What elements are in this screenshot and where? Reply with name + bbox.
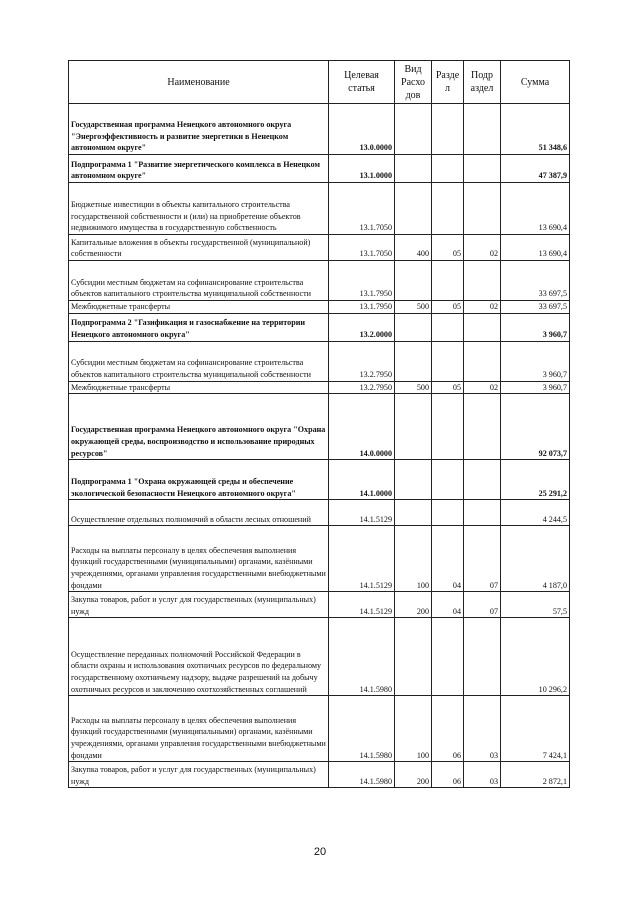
table-row [69, 104, 570, 155]
cell-sum: 4 244,5 [501, 500, 570, 526]
table-row [69, 460, 570, 500]
budget-table [68, 60, 570, 788]
cell-target-article: 14.1.5129 [329, 526, 395, 592]
cell-target-article: 14.1.5129 [329, 500, 395, 526]
cell-expense-type: 500 [395, 301, 432, 314]
cell-sum: 51 348,6 [501, 104, 570, 155]
header-subsection: Подр аздел [464, 61, 501, 104]
header-sum: Сумма [501, 61, 570, 104]
cell-subsection [464, 261, 501, 301]
table-row [69, 155, 570, 183]
cell-target-article: 14.1.5980 [329, 696, 395, 762]
cell-section [432, 500, 464, 526]
cell-expense-type: 100 [395, 696, 432, 762]
cell-expense-type [395, 155, 432, 183]
header-section: Разде л [432, 61, 464, 104]
cell-subsection: 03 [464, 696, 501, 762]
cell-subsection [464, 313, 501, 341]
cell-name: Субсидии местным бюджетам на софинансирование строительства объектов капитального строительства муниципальной собственности [69, 261, 329, 301]
cell-expense-type [395, 500, 432, 526]
cell-subsection [464, 183, 501, 235]
table-row [69, 261, 570, 301]
header-target-article: Целевая статья [329, 61, 395, 104]
cell-expense-type [395, 104, 432, 155]
cell-name: Субсидии местным бюджетам на софинансирование строительства объектов капитального строительства муниципальной собственности [69, 341, 329, 381]
cell-section [432, 394, 464, 460]
cell-expense-type [395, 183, 432, 235]
cell-subsection [464, 104, 501, 155]
cell-sum: 33 697,5 [501, 261, 570, 301]
cell-expense-type [395, 460, 432, 500]
header-name: Наименование [69, 61, 329, 104]
table-row [69, 762, 570, 788]
cell-subsection [464, 155, 501, 183]
cell-target-article: 13.1.7950 [329, 261, 395, 301]
cell-sum: 10 296,2 [501, 618, 570, 696]
cell-target-article: 13.1.0000 [329, 155, 395, 183]
cell-subsection [464, 394, 501, 460]
table-row [69, 341, 570, 381]
cell-sum: 47 387,9 [501, 155, 570, 183]
cell-subsection: 02 [464, 381, 501, 394]
cell-name: Государственная программа Ненецкого автономного округа "Энергоэффективность и развитие энергетики в Ненецком автономном округе" [69, 104, 329, 155]
cell-subsection [464, 618, 501, 696]
cell-target-article: 13.1.7050 [329, 235, 395, 261]
cell-target-article: 14.1.5980 [329, 618, 395, 696]
cell-expense-type: 200 [395, 762, 432, 788]
cell-section [432, 155, 464, 183]
cell-name: Закупка товаров, работ и услуг для государственных (муниципальных) нужд [69, 592, 329, 618]
table-row [69, 618, 570, 696]
cell-name: Бюджетные инвестиции в объекты капитального строительства государственной собственности и (или) на приобретение объектов недвижимого имущества в государственную собственность [69, 183, 329, 235]
table-row [69, 394, 570, 460]
table-row [69, 313, 570, 341]
cell-name: Подпрограмма 2 "Газификация и газоснабжение на территории Ненецкого автономного округа" [69, 313, 329, 341]
table-row [69, 301, 570, 314]
cell-expense-type: 400 [395, 235, 432, 261]
cell-sum: 4 187,0 [501, 526, 570, 592]
cell-subsection: 07 [464, 592, 501, 618]
cell-sum: 25 291,2 [501, 460, 570, 500]
cell-section [432, 261, 464, 301]
cell-section [432, 341, 464, 381]
table-header-row [69, 61, 570, 104]
cell-expense-type: 500 [395, 381, 432, 394]
cell-expense-type: 100 [395, 526, 432, 592]
table-row [69, 500, 570, 526]
cell-sum: 92 073,7 [501, 394, 570, 460]
table-row [69, 526, 570, 592]
cell-section: 05 [432, 381, 464, 394]
header-expense-type: Вид Расхо дов [395, 61, 432, 104]
cell-name: Закупка товаров, работ и услуг для государственных (муниципальных) нужд [69, 762, 329, 788]
cell-section: 06 [432, 696, 464, 762]
cell-section: 06 [432, 762, 464, 788]
table-body [69, 104, 570, 788]
cell-section [432, 183, 464, 235]
cell-section [432, 618, 464, 696]
cell-sum: 2 872,1 [501, 762, 570, 788]
cell-target-article: 14.1.5129 [329, 592, 395, 618]
cell-target-article: 13.2.0000 [329, 313, 395, 341]
cell-subsection: 02 [464, 235, 501, 261]
cell-target-article: 13.2.7950 [329, 381, 395, 394]
cell-section [432, 460, 464, 500]
cell-target-article: 13.1.7950 [329, 301, 395, 314]
cell-name: Осуществление переданных полномочий Российской Федерации в области охраны и использования охотничьих ресурсов по федеральному государственному охотничьему надзору, выдаче разрешений на добычу охотничьих ресурсов и заключению охотхозяйственных соглашений [69, 618, 329, 696]
cell-expense-type [395, 394, 432, 460]
cell-subsection: 03 [464, 762, 501, 788]
cell-target-article: 13.2.7950 [329, 341, 395, 381]
cell-target-article: 14.1.5980 [329, 762, 395, 788]
cell-section: 05 [432, 235, 464, 261]
cell-section [432, 313, 464, 341]
cell-name: Капитальные вложения в объекты государственной (муниципальной) собственности [69, 235, 329, 261]
cell-name: Межбюджетные трансферты [69, 381, 329, 394]
cell-sum: 57,5 [501, 592, 570, 618]
cell-name: Подпрограмма 1 "Охрана окружающей среды и обеспечение экологической безопасности Ненецкого автономного округа" [69, 460, 329, 500]
cell-target-article: 14.0.0000 [329, 394, 395, 460]
cell-subsection [464, 460, 501, 500]
cell-target-article: 13.1.7050 [329, 183, 395, 235]
table-row [69, 592, 570, 618]
cell-name: Межбюджетные трансферты [69, 301, 329, 314]
cell-name: Подпрограмма 1 "Развитие энергетического комплекса в Ненецком автономном округе" [69, 155, 329, 183]
cell-subsection [464, 341, 501, 381]
cell-name: Расходы на выплаты персоналу в целях обеспечения выполнения функций государственными (муниципальными) органами, казёнными учреждениями, органами управления государственными внебюджетными фондами [69, 526, 329, 592]
cell-sum: 13 690,4 [501, 183, 570, 235]
cell-expense-type [395, 261, 432, 301]
cell-expense-type: 200 [395, 592, 432, 618]
cell-expense-type [395, 341, 432, 381]
page-number: 20 [313, 846, 327, 858]
cell-name: Расходы на выплаты персоналу в целях обеспечения выполнения функций государственными (муниципальными) органами, казёнными учреждениями, органами управления государственными внебюджетными фондами [69, 696, 329, 762]
cell-sum: 13 690,4 [501, 235, 570, 261]
cell-name: Государственная программа Ненецкого автономного округа "Охрана окружающей среды, воспроизводство и использование природных ресурсов" [69, 394, 329, 460]
cell-sum: 7 424,1 [501, 696, 570, 762]
cell-subsection: 07 [464, 526, 501, 592]
table-row [69, 696, 570, 762]
cell-expense-type [395, 618, 432, 696]
cell-sum: 3 960,7 [501, 341, 570, 381]
cell-name: Осуществление отдельных полномочий в области лесных отношений [69, 500, 329, 526]
cell-subsection: 02 [464, 301, 501, 314]
cell-section: 04 [432, 526, 464, 592]
cell-sum: 3 960,7 [501, 313, 570, 341]
table-row [69, 381, 570, 394]
cell-target-article: 13.0.0000 [329, 104, 395, 155]
table-row [69, 235, 570, 261]
cell-sum: 3 960,7 [501, 381, 570, 394]
cell-section: 05 [432, 301, 464, 314]
table-row [69, 183, 570, 235]
cell-section: 04 [432, 592, 464, 618]
cell-section [432, 104, 464, 155]
cell-sum: 33 697,5 [501, 301, 570, 314]
cell-target-article: 14.1.0000 [329, 460, 395, 500]
cell-subsection [464, 500, 501, 526]
cell-expense-type [395, 313, 432, 341]
